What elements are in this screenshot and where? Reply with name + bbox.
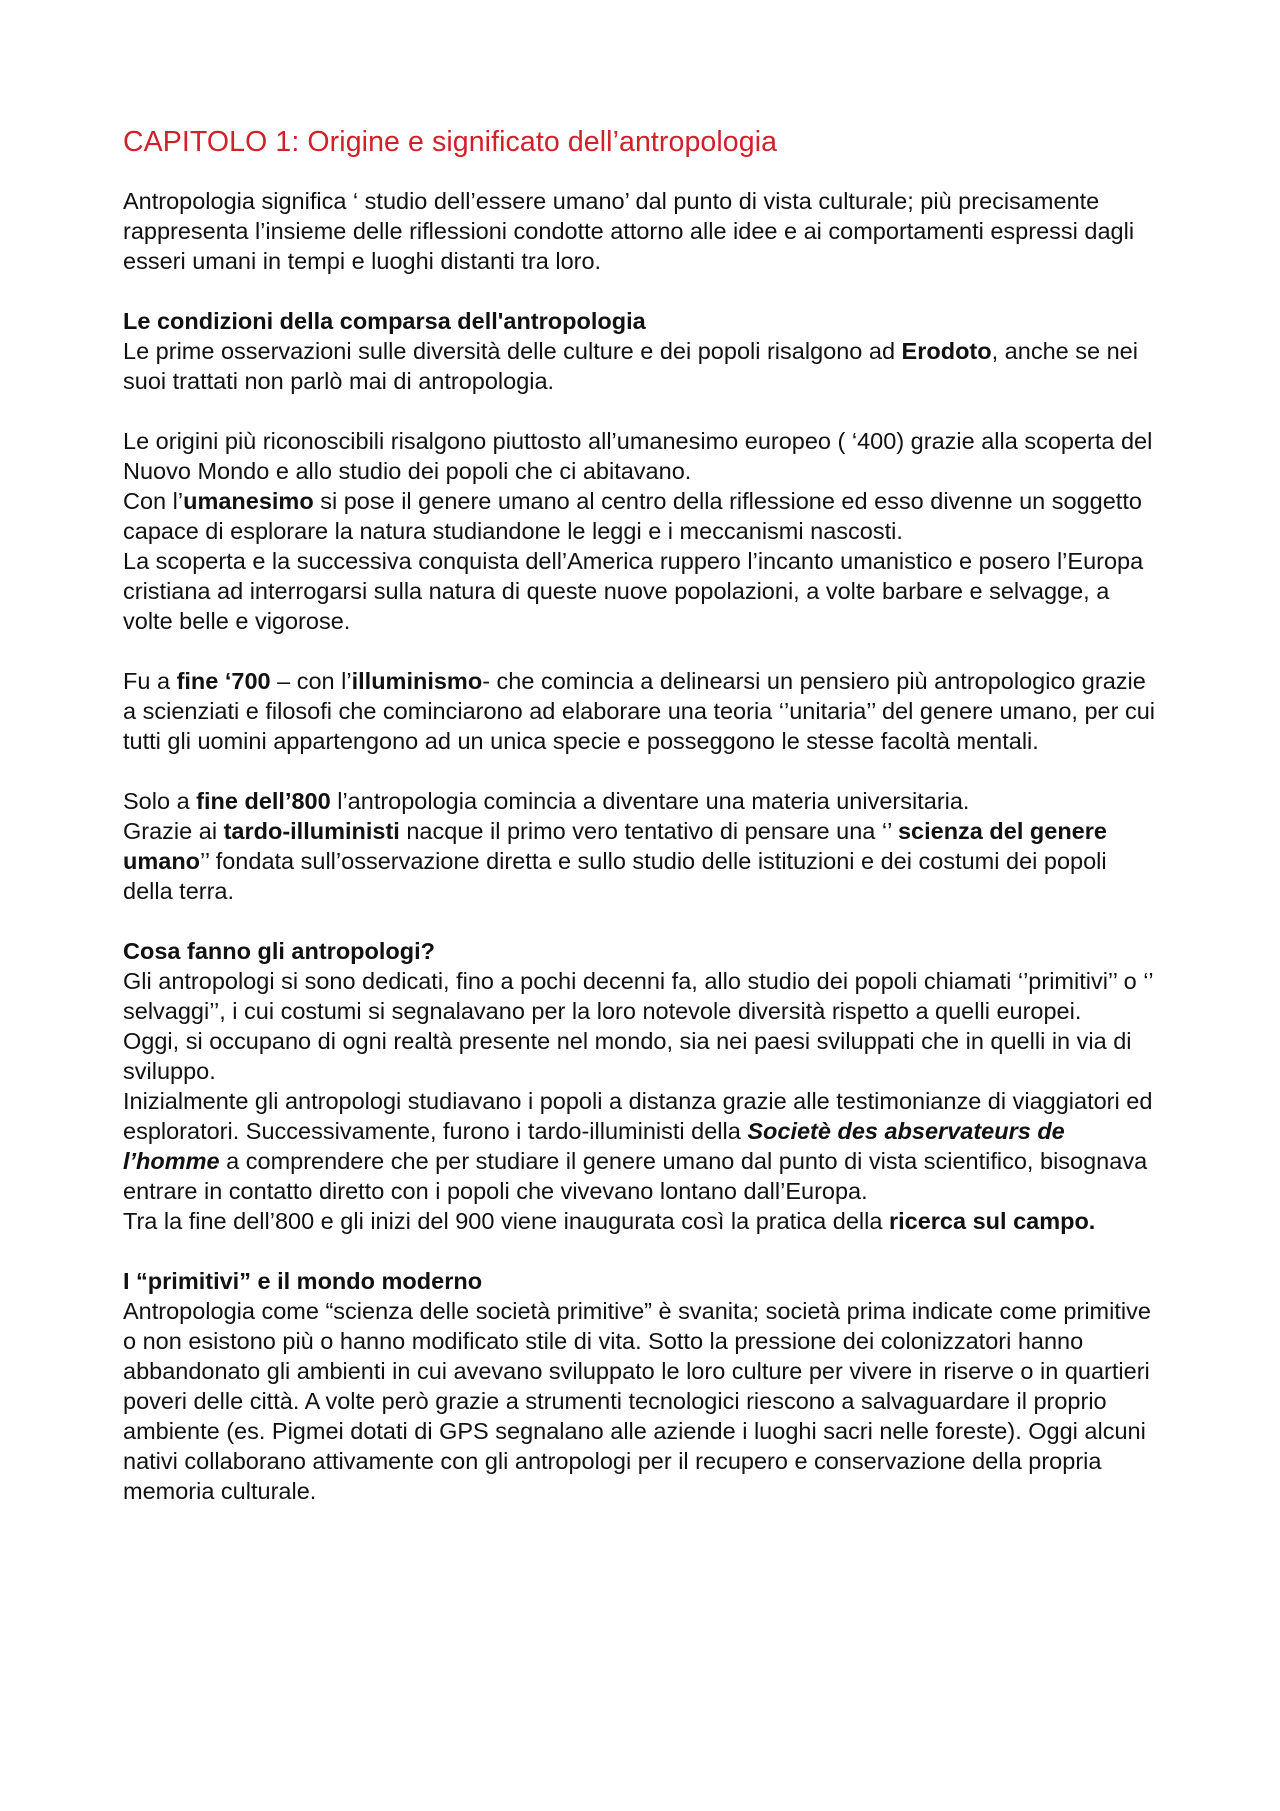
- paragraph-societe: [123, 1086, 1160, 1206]
- text-run: l’antropologia comincia a diventare una materia universitaria.: [330, 788, 970, 814]
- section-heading-anthropologists: Cosa fanno gli antropologi?: [123, 938, 436, 964]
- paragraph-primitivi: Gli antropologi si sono dedicati, fino a pochi decenni fa, allo studio dei popoli chiamati ‘’primitivi’’ o ‘’ selvaggi’’, i cui costumi si segnalavano per la loro notevole diversità rispetto a quelli europei.: [123, 968, 1153, 1024]
- text-run: - che comincia a delinearsi un pensiero più antropologico grazie a scienziati e filosofi che cominciarono ad elaborare una teoria ‘’unitaria’’ del genere umano, per cui tutti gli uomini appartengono ad un unica specie e posseggono le stesse facoltà mentali.: [123, 668, 1155, 754]
- bold-term: fine dell’800: [196, 788, 331, 814]
- text-run: ’’ fondata sull’osservazione diretta e sullo studio delle istituzioni e dei costumi dei popoli della terra.: [123, 848, 1107, 904]
- text-run: – con l’: [270, 668, 352, 694]
- text-run: Solo a: [123, 788, 197, 814]
- text-run: si pose il genere umano al centro della riflessione ed esso divenne un soggetto capace di esplorare la natura studiandone le leggi e i meccanismi nascosti.: [123, 488, 1142, 544]
- section-heading-origins: Le condizioni della comparsa dell'antropologia: [123, 308, 646, 334]
- text-run: Con l’: [123, 488, 184, 514]
- text-run: Tra la fine dell’800 e gli inizi del 900 viene inaugurata così la pratica della: [123, 1208, 889, 1234]
- bold-term: ricerca sul campo.: [888, 1208, 1096, 1234]
- paragraph-oggi: Oggi, si occupano di ogni realtà presente nel mondo, sia nei paesi sviluppati che in quelli in via di sviluppo.: [123, 1028, 1132, 1084]
- paragraph-origins: Le origini più riconoscibili risalgono piuttosto all’umanesimo europeo ( ‘400) grazie alla scoperta del Nuovo Mondo e allo studio dei popoli che ci abitavano.: [123, 428, 1153, 484]
- paragraph-tardo-illuministi: [123, 816, 1160, 906]
- text-run: Inizialmente gli antropologi studiavano i popoli a distanza grazie alle testimonianze di viaggiatori ed esploratori. Successivamente, furono i tardo-illuministi della: [123, 1088, 1153, 1144]
- spacer: [123, 906, 1160, 936]
- spacer: [123, 396, 1160, 426]
- paragraph-america: La scoperta e la successiva conquista dell’America ruppero l’incanto umanistico e posero l’Europa cristiana ad interrogarsi sulla natura di queste nuove popolazioni, a volte barbare e selvagge, a volte belle e vigorose.: [123, 548, 1144, 634]
- text-run: Le prime osservazioni sulle diversità delle culture e dei popoli risalgono ad: [123, 338, 902, 364]
- text-run: nacque il primo vero tentativo di pensare una ‘’: [399, 818, 898, 844]
- paragraph-ricerca: [123, 1206, 1160, 1236]
- paragraph-umanesimo: [123, 486, 1160, 546]
- bold-term: umanesimo: [183, 488, 314, 514]
- paragraph-800: [123, 786, 1160, 816]
- bold-italic-term: Societè des abservateurs de l’homme: [123, 1118, 1065, 1174]
- bold-term: fine ‘700: [176, 668, 271, 694]
- bold-term: tardo-illuministi: [223, 818, 400, 844]
- section-heading-primitivi: I “primitivi” e il mondo moderno: [123, 1268, 483, 1294]
- spacer: [123, 276, 1160, 306]
- bold-term: scienza del genere umano: [123, 818, 1107, 874]
- spacer: [123, 756, 1160, 786]
- text-run: Grazie ai: [123, 818, 224, 844]
- text-run: , anche se nei suoi trattati non parlò mai di antropologia.: [123, 338, 1138, 394]
- paragraph-modern-world: Antropologia come “scienza delle società primitive” è svanita; società prima indicate come primitive o non esistono più o hanno modificato stile di vita. Sotto la pressione dei colonizzatori hanno abbandonato gli ambienti in cui avevano sviluppato le loro culture per vivere in riserve o in quartieri poveri delle città. A volte però grazie a strumenti tecnologici riescono a salvaguardare il proprio ambiente (es. Pigmei dotati di GPS segnalano alle aziende i luoghi sacri nelle foreste). Oggi alcuni nativi collaborano attivamente con gli antropologi per il recupero e conservazione della propria memoria culturale.: [123, 1298, 1151, 1504]
- spacer: [123, 1236, 1160, 1266]
- bold-term: Erodoto: [901, 338, 992, 364]
- text-run: a comprendere che per studiare il genere umano dal punto di vista scientifico, bisognava entrare in contatto diretto con i popoli che vivevano lontano dall’Europa.: [123, 1148, 1148, 1204]
- text-run: Fu a: [123, 668, 177, 694]
- intro-paragraph: Antropologia significa ‘ studio dell’essere umano’ dal punto di vista culturale; più precisamente rappresenta l’insieme delle riflessioni condotte attorno alle idee e ai comportamenti espressi dagli esseri umani in tempi e luoghi distanti tra loro.: [123, 188, 1135, 274]
- bold-term: illuminismo: [351, 668, 483, 694]
- paragraph-erodoto: [123, 336, 1160, 396]
- spacer: [123, 636, 1160, 666]
- paragraph-illuminismo: [123, 666, 1160, 756]
- chapter-title: CAPITOLO 1: Origine e significato dell’antropologia: [123, 126, 778, 158]
